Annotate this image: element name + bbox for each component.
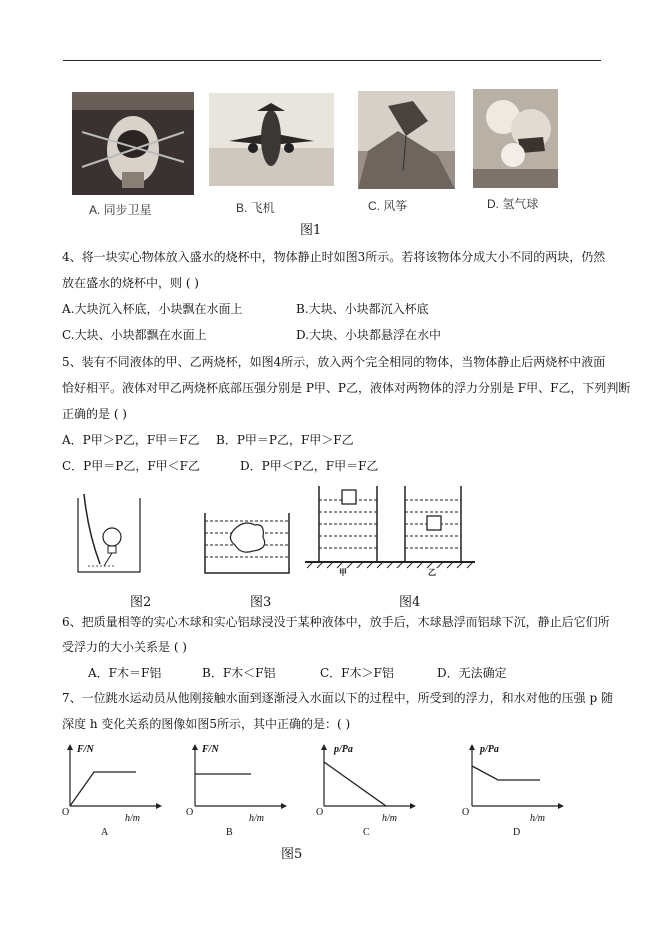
fig5-graph-d [460,740,570,820]
q5-line3: 正确的是 ( ) [62,407,127,421]
q5-option-d: D．P甲＜P乙，F甲＝F乙 [240,459,379,473]
q5-option-c: C．P甲＝P乙，F甲＜F乙 [62,459,200,473]
q7-line2: 深度 h 变化关系的图像如图5所示，其中正确的是：( ) [62,717,351,731]
q6-line1: 6、把质量相等的实心木球和实心铝球浸没于某种液体中，放手后，木球悬浮而铝球下沉，静止后它们所 [62,615,610,629]
fig5-c-ylabel: p/Pa [334,744,353,755]
fig4-label-jia: 甲 [339,568,347,577]
q4-option-d: D.大块、小块都悬浮在水中 [296,328,442,342]
q5-option-a: A．P甲＞P乙，F甲＝F乙 [62,433,200,447]
q5-option-b: B．P甲＝P乙，F甲＞F乙 [216,433,354,447]
airplane-photo [209,93,334,186]
satellite-photo [72,92,194,195]
fig5-b-origin: O [186,807,194,818]
fig1-label-b: B. 飞机 [236,201,275,215]
fig5-b-xlabel: h/m [249,813,264,824]
fig4-caption: 图4 [399,595,421,610]
fig5-a-letter: A [101,827,109,838]
kite-photo [358,91,455,189]
fig5-c-xlabel: h/m [382,813,397,824]
fig5-c-letter: C [363,827,370,838]
fig5-c-origin: O [316,807,324,818]
fig1-label-a: A. 同步卫星 [89,203,152,217]
q4-line2: 放在盛水的烧杯中，则 ( ) [62,276,199,290]
fig1-label-c: C. 风筝 [368,199,408,213]
q4-line1: 4、将一块实心物体放入盛水的烧杯中，物体静止时如图3所示。若将该物体分成大小不同的两块，仍然 [62,250,606,264]
q4-option-b: B.大块、小块都沉入杯底 [296,302,429,316]
fig5-graph-a [58,740,168,820]
fig5-d-letter: D [513,827,521,838]
fig5-graph-b [183,740,293,820]
fig5-d-xlabel: h/m [530,813,545,824]
fig2-caption: 图2 [130,595,152,610]
q7-line1: 7、一位跳水运动员从他刚接触水面到逐渐浸入水面以下的过程中，所受到的浮力，和水对他的压强 p 随 [62,691,613,705]
fig3-drawing [203,511,291,575]
q6-option-a: A．F木＝F铝 [88,666,162,680]
q6-option-b: B．F木＜F铝 [202,666,276,680]
fig5-d-ylabel: p/Pa [480,744,499,755]
hydrogen-balloon-photo [473,89,558,188]
q6-line2: 受浮力的大小关系是 ( ) [62,640,187,654]
fig5-b-ylabel: F/N [202,744,219,755]
fig5-a-ylabel: F/N [77,744,94,755]
q6-option-c: C．F木＞F铝 [320,666,394,680]
q5-line2: 恰好相平。液体对甲乙两烧杯底部压强分别是 P甲、P乙，液体对两物体的浮力分别是 F甲、F乙，下列判断 [62,381,631,395]
q6-option-d: D．无法确定 [437,666,507,680]
q4-option-a: A.大块沉入杯底，小块飘在水面上 [62,302,243,316]
header-rule [63,60,601,61]
fig5-b-letter: B [226,827,233,838]
fig5-d-origin: O [462,807,470,818]
fig5-a-xlabel: h/m [125,813,140,824]
q5-line1: 5、装有不同液体的甲、乙两烧杯，如图4所示，放入两个完全相同的物体，当物体静止后两烧杯中液面 [62,355,606,369]
fig5-a-origin: O [62,807,70,818]
fig1-caption: 图1 [300,223,322,238]
fig1-label-d: D. 氢气球 [487,197,539,211]
fig4-drawing [305,482,475,574]
fig5-caption: 图5 [281,847,303,862]
fig2-drawing [74,492,144,574]
fig5-graph-c [312,740,422,820]
q4-option-c: C.大块、小块都飘在水面上 [62,328,207,342]
fig4-label-yi: 乙 [428,568,436,577]
fig3-caption: 图3 [250,595,272,610]
